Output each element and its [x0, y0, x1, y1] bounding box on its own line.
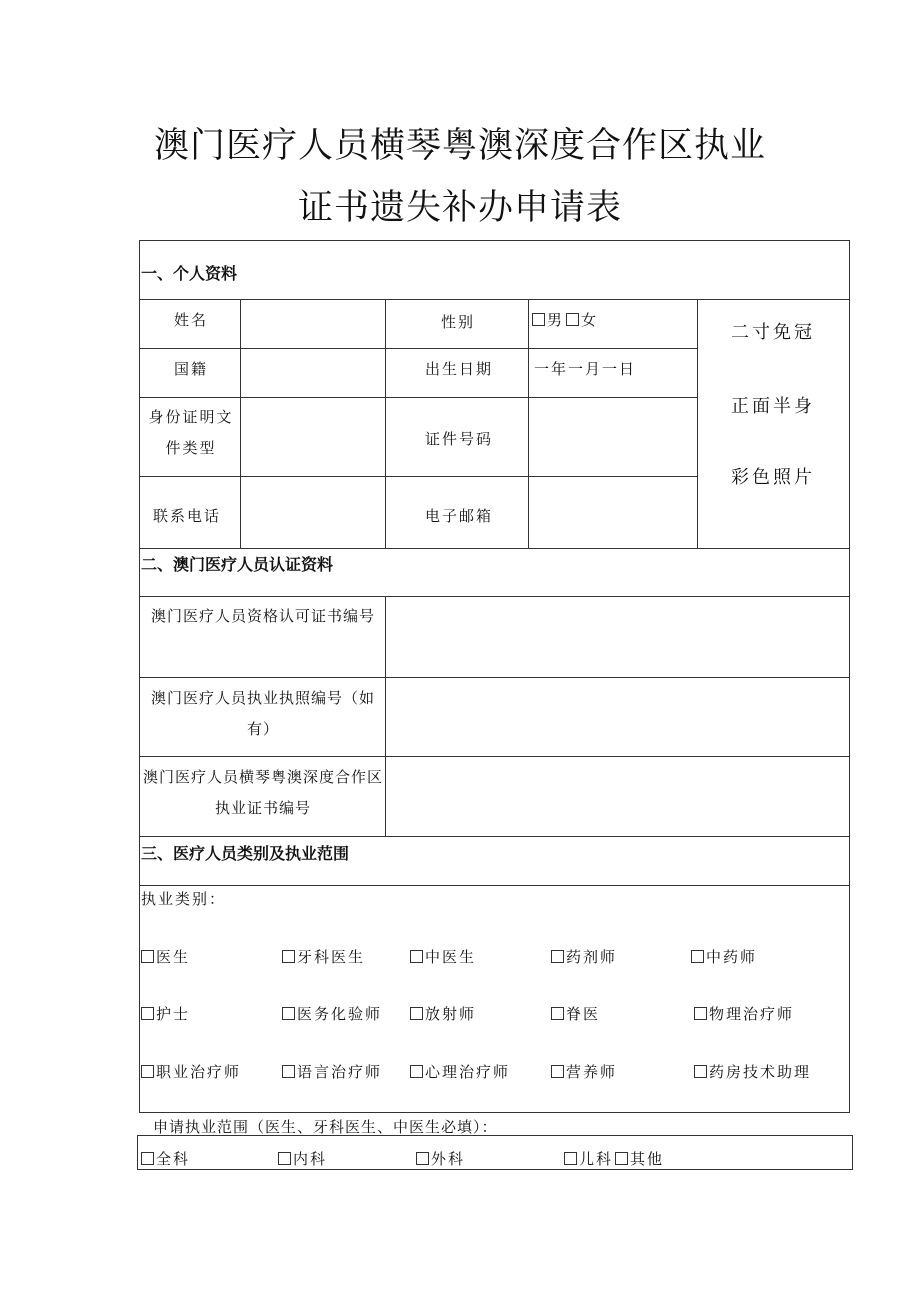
- form-title-line1: 澳门医疗人员横琴粤澳深度合作区执业: [153, 126, 766, 166]
- hq-cert-number-label: 澳门医疗人员横琴粤澳深度合作区执业证书编号: [142, 768, 383, 817]
- scope-option[interactable]: [564, 1148, 664, 1169]
- scope-option[interactable]: [141, 1148, 190, 1169]
- category-option[interactable]: [141, 1061, 241, 1082]
- option-label: 其他: [630, 1150, 665, 1168]
- section1-heading: 一、个人资料: [141, 264, 238, 283]
- section2-heading: 二、澳门医疗人员认证资料: [141, 555, 334, 574]
- checkbox[interactable]: [564, 1152, 577, 1165]
- category-option[interactable]: [410, 1003, 476, 1024]
- option-label: 心理治疗师: [425, 1063, 511, 1081]
- checkbox[interactable]: [278, 1152, 291, 1165]
- option-label: 脊医: [566, 1005, 601, 1023]
- checkbox[interactable]: [141, 1007, 154, 1020]
- scope-table-bottom: [137, 1169, 853, 1170]
- female-checkbox[interactable]: [566, 313, 579, 326]
- category-option[interactable]: [551, 1003, 600, 1024]
- option-label: 牙科医生: [297, 948, 366, 966]
- col-divider: [385, 299, 386, 548]
- checkbox[interactable]: [141, 1152, 154, 1165]
- email-label: 电子邮箱: [425, 507, 494, 525]
- category-option[interactable]: [694, 1061, 811, 1082]
- checkbox[interactable]: [551, 1007, 564, 1020]
- name-label: 姓名: [174, 311, 209, 329]
- option-label: 内科: [293, 1150, 328, 1168]
- option-label: 物理治疗师: [709, 1005, 795, 1023]
- male-checkbox[interactable]: [532, 313, 545, 326]
- license-number-input[interactable]: [386, 678, 849, 756]
- male-label: 男: [547, 311, 565, 329]
- birthdate-format: 一年一月一日: [534, 360, 637, 378]
- cert-number-input[interactable]: [386, 597, 849, 677]
- option-label: 护士: [156, 1005, 191, 1023]
- row-divider: [139, 836, 850, 837]
- nationality-input[interactable]: [241, 349, 385, 397]
- id-type-label: 身份证明文件类型: [148, 408, 234, 457]
- checkbox[interactable]: [551, 1065, 564, 1078]
- option-label: 职业治疗师: [156, 1063, 242, 1081]
- checkbox[interactable]: [410, 1007, 423, 1020]
- checkbox[interactable]: [282, 1065, 295, 1078]
- option-label: 药房技术助理: [709, 1063, 812, 1081]
- row-divider: [139, 885, 850, 886]
- photo-instruction-line2: 正面半身: [731, 396, 815, 417]
- category-option[interactable]: [694, 1003, 794, 1024]
- scope-table-right: [852, 1135, 853, 1170]
- checkbox[interactable]: [691, 950, 704, 963]
- category-option[interactable]: [551, 946, 617, 967]
- option-label: 中药师: [706, 948, 758, 966]
- form-title-line2: 证书遗失补办申请表: [297, 188, 622, 228]
- option-label: 医务化验师: [297, 1005, 383, 1023]
- option-label: 外科: [431, 1150, 466, 1168]
- row-divider: [139, 548, 850, 549]
- phone-input[interactable]: [241, 477, 385, 548]
- category-option[interactable]: [141, 946, 190, 967]
- category-option[interactable]: [282, 946, 365, 967]
- checkbox[interactable]: [282, 950, 295, 963]
- checkbox[interactable]: [694, 1065, 707, 1078]
- id-number-input[interactable]: [529, 398, 697, 476]
- female-label: 女: [581, 311, 599, 329]
- category-option[interactable]: [551, 1061, 617, 1082]
- nationality-label: 国籍: [174, 360, 209, 378]
- checkbox[interactable]: [615, 1152, 628, 1165]
- table-border-left: [139, 240, 140, 1113]
- cert-number-label: 澳门医疗人员资格认可证书编号: [150, 607, 375, 625]
- option-label: 放射师: [425, 1005, 477, 1023]
- scope-option[interactable]: [278, 1148, 327, 1169]
- scope-option[interactable]: [416, 1148, 465, 1169]
- id-number-label: 证件号码: [425, 430, 494, 448]
- category-label: 执业类别：: [141, 890, 227, 908]
- checkbox[interactable]: [694, 1007, 707, 1020]
- license-number-label: 澳门医疗人员执业执照编号（如有）: [150, 689, 375, 738]
- checkbox[interactable]: [551, 950, 564, 963]
- email-input[interactable]: [529, 477, 697, 548]
- option-label: 药剂师: [566, 948, 618, 966]
- scope-label: 申请执业范围（医生、牙科医生、中医生必填）：: [153, 1118, 498, 1136]
- category-option[interactable]: [282, 1061, 382, 1082]
- table-border-top: [139, 240, 850, 241]
- option-label: 中医生: [425, 948, 477, 966]
- section3-heading: 三、医疗人员类别及执业范围: [141, 844, 350, 863]
- checkbox[interactable]: [282, 1007, 295, 1020]
- category-option[interactable]: [282, 1003, 382, 1024]
- checkbox[interactable]: [141, 950, 154, 963]
- photo-area[interactable]: [698, 300, 849, 548]
- option-label: 全科: [156, 1150, 191, 1168]
- name-input[interactable]: [241, 300, 385, 348]
- hq-cert-number-input[interactable]: [386, 757, 849, 836]
- photo-instruction-line3: 彩色照片: [731, 467, 815, 488]
- category-option[interactable]: [410, 1061, 510, 1082]
- option-label: 医生: [156, 948, 191, 966]
- category-option[interactable]: [141, 1003, 190, 1024]
- photo-instruction-line1: 二寸免冠: [731, 322, 815, 343]
- option-label: 语言治疗师: [297, 1063, 383, 1081]
- checkbox[interactable]: [410, 1065, 423, 1078]
- category-option[interactable]: [410, 946, 476, 967]
- option-label: 儿科: [579, 1150, 614, 1168]
- gender-options[interactable]: [532, 309, 598, 330]
- phone-label: 联系电话: [153, 507, 222, 525]
- row-divider: [139, 348, 698, 349]
- table-border-right: [849, 240, 850, 1113]
- table-border-bottom: [139, 1112, 850, 1113]
- checkbox[interactable]: [410, 950, 423, 963]
- checkbox[interactable]: [141, 1065, 154, 1078]
- category-option[interactable]: [691, 946, 757, 967]
- id-type-input[interactable]: [241, 398, 385, 476]
- scope-table-left: [137, 1135, 138, 1170]
- gender-label: 性别: [441, 313, 476, 331]
- option-label: 营养师: [566, 1063, 618, 1081]
- birthdate-label: 出生日期: [425, 360, 494, 378]
- checkbox[interactable]: [416, 1152, 429, 1165]
